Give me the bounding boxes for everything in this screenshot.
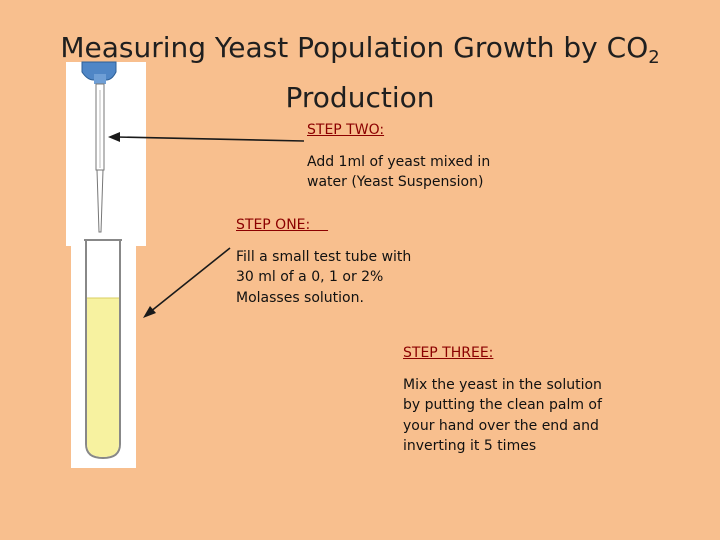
step-three-text: Mix the yeast in the solution by putting the clean palm of your hand over the end and inverting it 5 times bbox=[403, 376, 602, 454]
slide-title bbox=[0, 28, 720, 118]
title-line-1 bbox=[0, 28, 720, 78]
title-main: Measuring Yeast Population Growth by CO bbox=[60, 31, 649, 64]
step-three-heading: STEP THREE: bbox=[403, 345, 494, 361]
title-line-2: Production bbox=[285, 81, 435, 114]
step-three-block bbox=[403, 343, 653, 457]
step-two-text: Add 1ml of yeast mixed in water (Yeast Suspension) bbox=[307, 153, 491, 190]
step-one-heading: STEP ONE: bbox=[236, 217, 329, 233]
solution-fill bbox=[87, 298, 119, 457]
title-subscript: 2 bbox=[648, 47, 660, 68]
step-one-arrow bbox=[143, 248, 230, 318]
step-one-text: Fill a small test tube with 30 ml of a 0, 1 or 2% Molasses solution. bbox=[236, 248, 412, 306]
step-one-block bbox=[236, 215, 476, 308]
step-two-heading: STEP TWO: bbox=[307, 122, 385, 138]
step-two-block bbox=[307, 120, 547, 193]
